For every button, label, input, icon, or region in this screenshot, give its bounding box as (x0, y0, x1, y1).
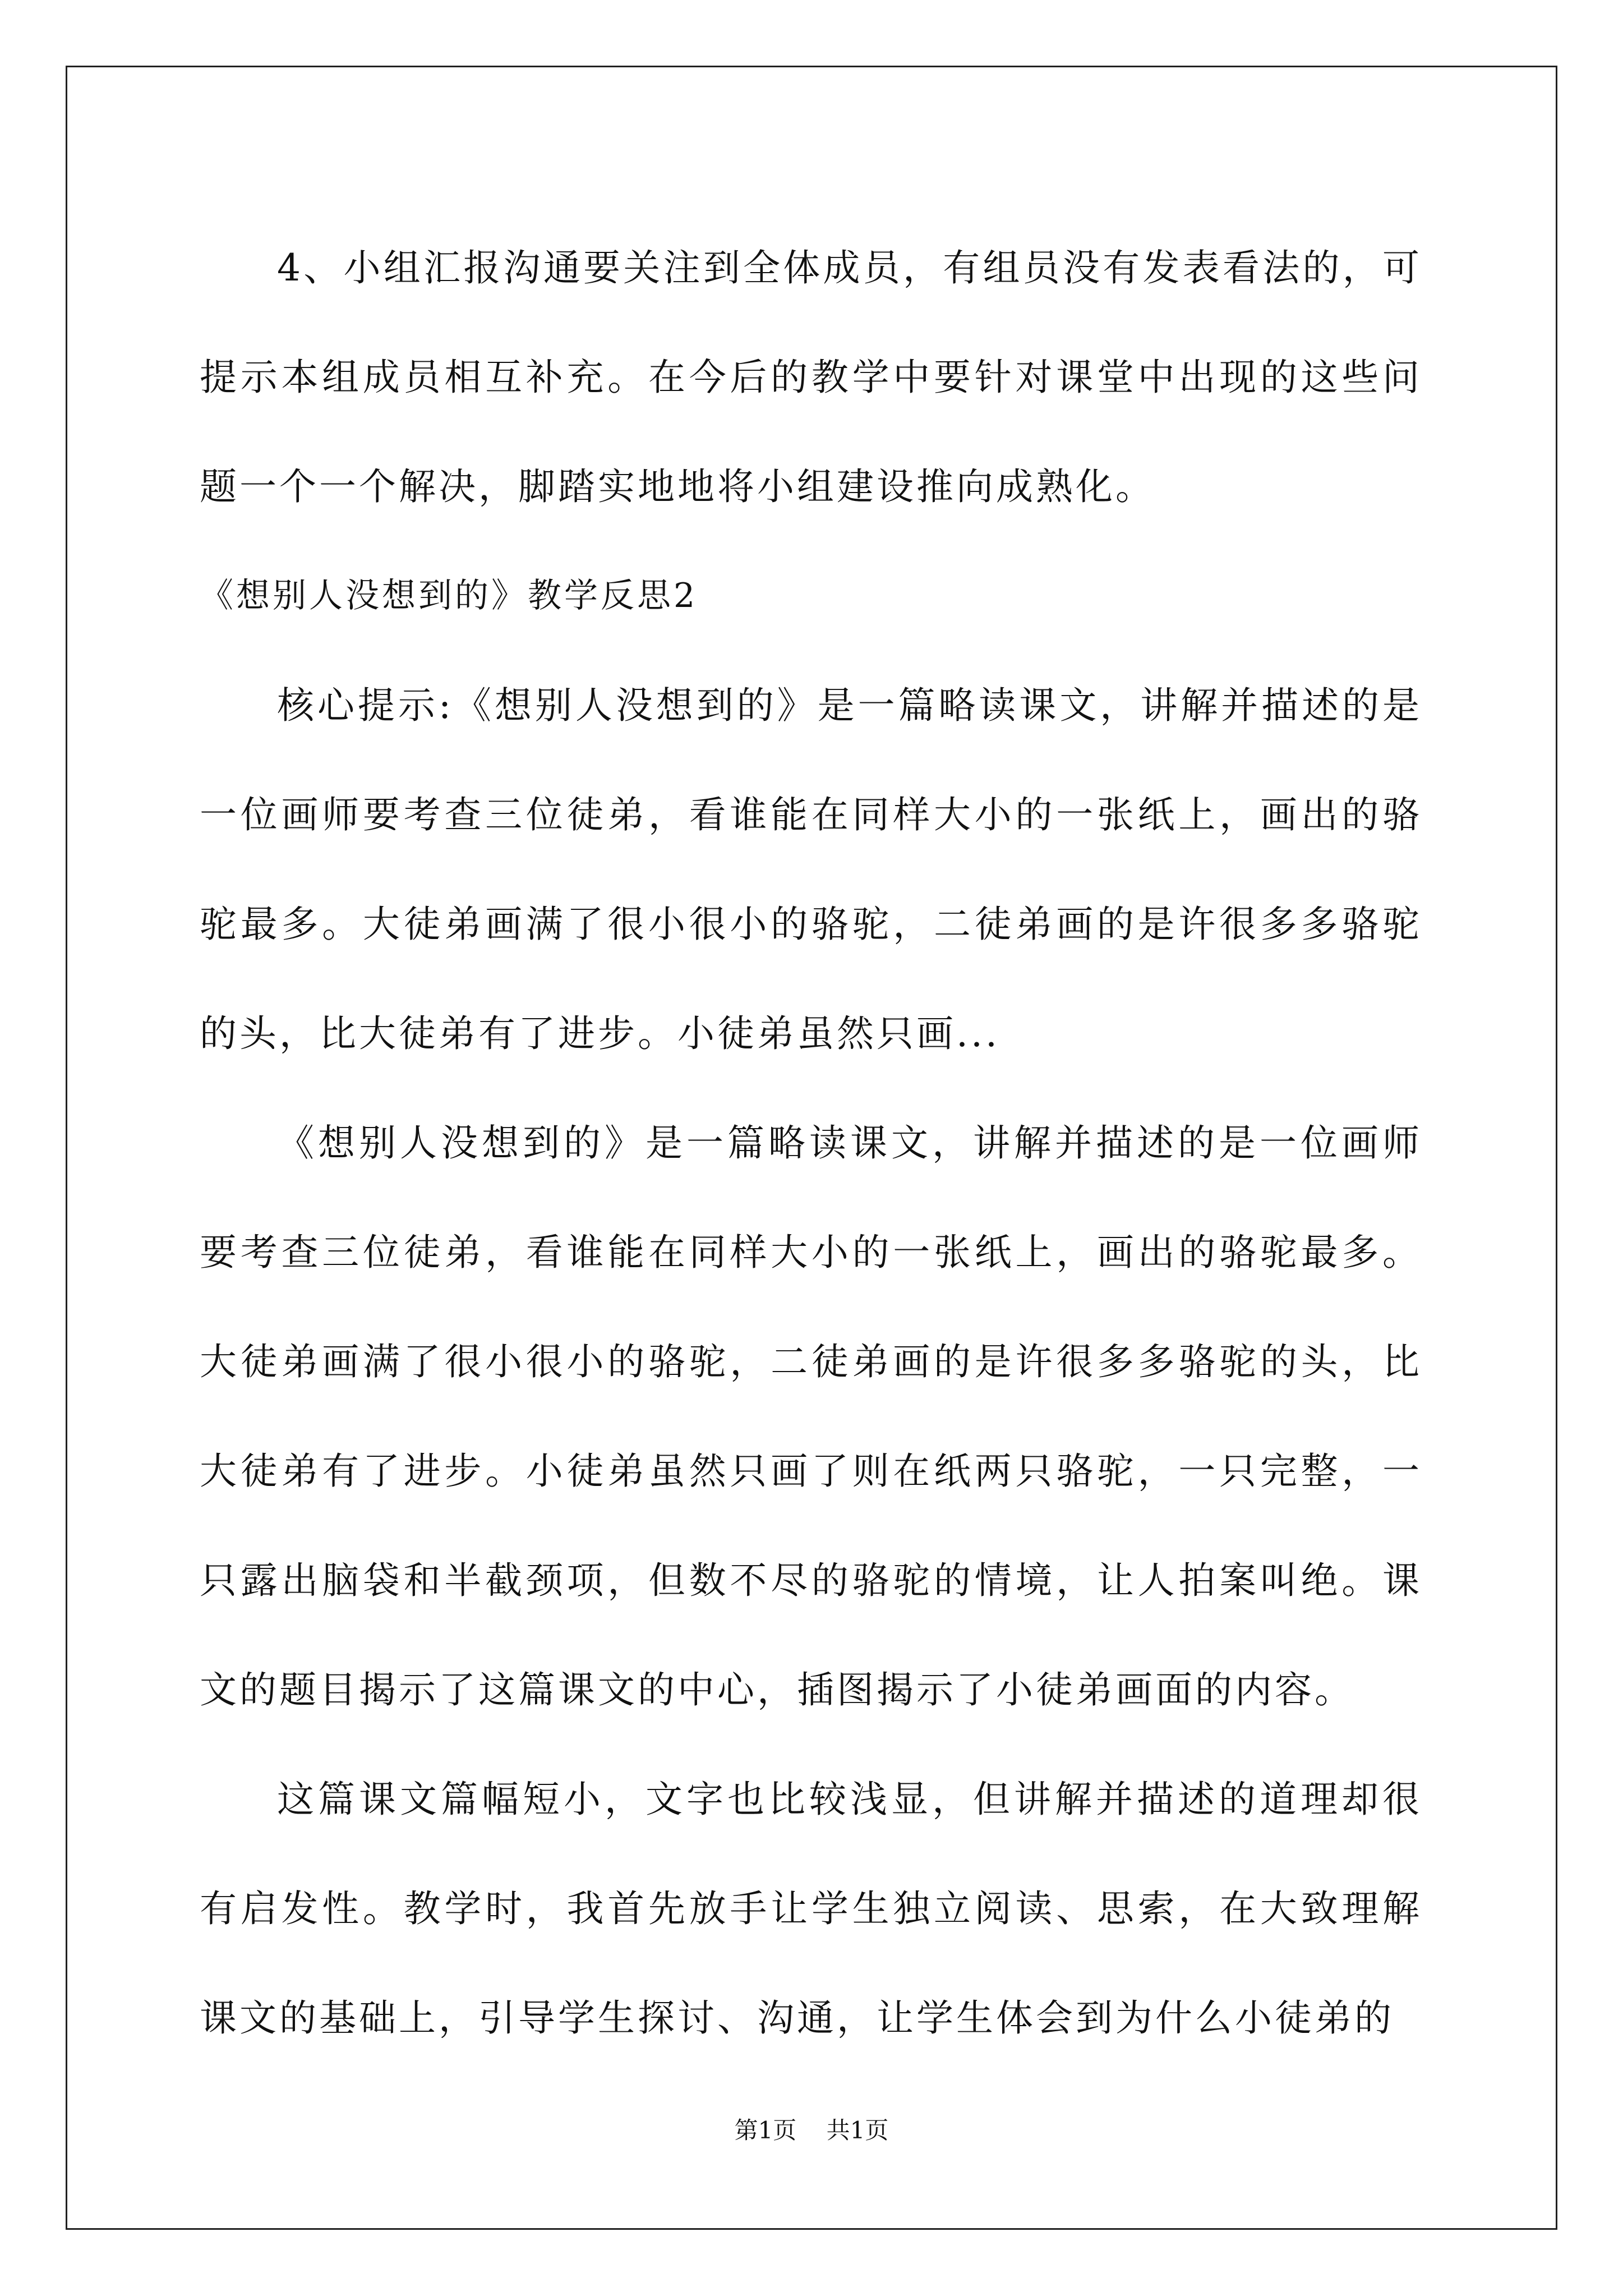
section-heading: 《想别人没想到的》教学反思2 (200, 576, 698, 615)
page-total: 共1页 (826, 2116, 889, 2144)
paragraph-4: 这篇课文篇幅短小，文字也比较浅显，但讲解并描述的道理却很有启发性。教学时，我首先放手让学生独立阅读、思索，在大致理解课文的基础上，引导学生探讨、沟通，让学生体会到为什么小徒弟的 (200, 1778, 1422, 2040)
paragraph-3: 《想别人没想到的》是一篇略读课文，讲解并描述的是一位画师要考查三位徒弟，看谁能在同样大小的一张纸上，画出的骆驼最多。大徒弟画满了很小很小的骆驼，二徒弟画的是许很多多骆驼的头，比大徒弟有了进步。小徒弟虽然只画了则在纸两只骆驼，一只完整，一只露出脑袋和半截颈项，但数不尽的骆驼的情境，让人拍案叫绝。课文的题目揭示了这篇课文的中心，插图揭示了小徒弟画面的内容。 (200, 1121, 1422, 1711)
paragraph-2: 核心提示:《想别人没想到的》是一篇略读课文，讲解并描述的是一位画师要考查三位徒弟，看谁能在同样大小的一张纸上，画出的骆驼最多。大徒弟画满了很小很小的骆驼，二徒弟画的是许很多多骆驼的头，比大徒弟有了进步。小徒弟虽然只画... (200, 684, 1422, 1055)
page-footer (0, 2114, 1623, 2147)
paragraph-1: 4、小组汇报沟通要关注到全体成员，有组员没有发表看法的，可提示本组成员相互补充。在今后的教学中要针对课堂中出现的这些问题一个一个解决，脚踏实地地将小组建设推向成熟化。 (200, 246, 1422, 508)
page-number: 第1页 (734, 2116, 797, 2144)
document-body (200, 213, 1422, 2073)
